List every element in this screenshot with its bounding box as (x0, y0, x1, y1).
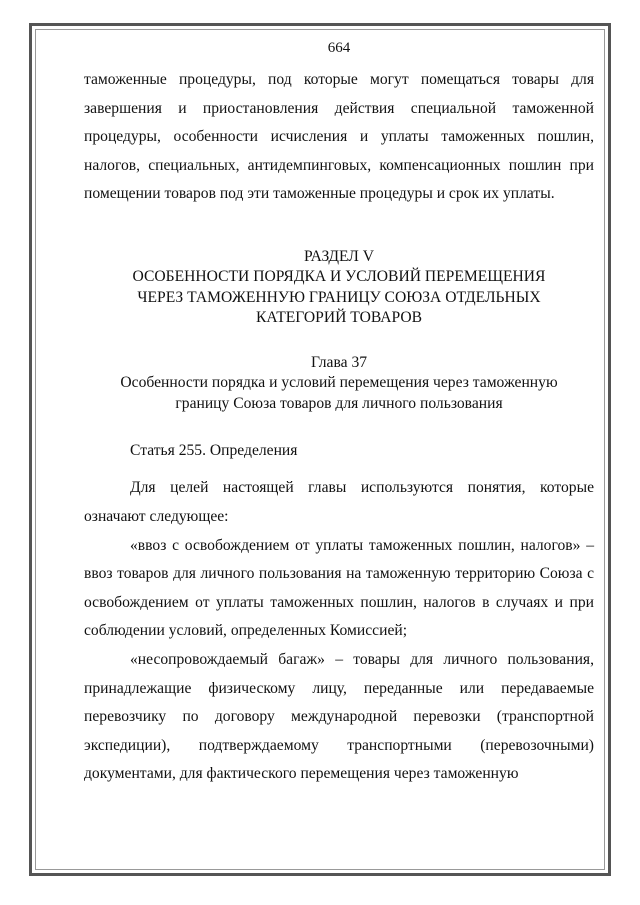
definition-item: «несопровождаемый багаж» – товары для личного пользования, принадлежащие физическому лицу, переданные или передаваемые перевозчику по договору международной перевозки (транспортной экспедиции), подтверждаемому транспортными (перевозочными) документами, для фактического перемещения через таможенную (84, 651, 594, 783)
chapter-title-line-2: границу Союза товаров для личного пользования (175, 394, 503, 412)
intro-paragraph: таможенные процедуры, под которые могут помещаться товары для завершения и приостановления действия специальной таможенной процедуры, особенности исчисления и уплаты таможенных пошлин, налогов, специальных, антидемпинговых, компенсационных пошлин при помещении товаров под эти таможенные процедуры и срок их уплаты. (84, 71, 594, 203)
section-title-line-3: КАТЕГОРИЙ ТОВАРОВ (255, 309, 423, 327)
section-heading (84, 247, 594, 329)
chapter-heading (84, 353, 594, 415)
section-title-line-1: ОСОБЕННОСТИ ПОРЯДКА И УСЛОВИЙ ПЕРЕМЕЩЕНИЯ (132, 268, 546, 286)
article-title: Статья 255. Определения (130, 442, 298, 460)
section-number: РАЗДЕЛ V (303, 247, 375, 265)
definitions-intro: Для целей настоящей главы используются понятия, которые означают следующее: (84, 479, 594, 526)
chapter-title-line-1: Особенности порядка и условий перемещения через таможенную (120, 374, 558, 392)
document-content (84, 38, 594, 789)
definition-item: «ввоз с освобождением от уплаты таможенных пошлин, налогов» – ввоз товаров для личного пользования на таможенную территорию Союза с освобождением от уплаты таможенных пошлин, налогов в случаях и при соблюдении условий, определенных Комиссией; (84, 536, 594, 640)
chapter-number: Глава 37 (310, 353, 368, 371)
section-title-line-2: ЧЕРЕЗ ТАМОЖЕННУЮ ГРАНИЦУ СОЮЗА ОТДЕЛЬНЫХ (137, 288, 541, 306)
page-number: 664 (327, 40, 351, 56)
